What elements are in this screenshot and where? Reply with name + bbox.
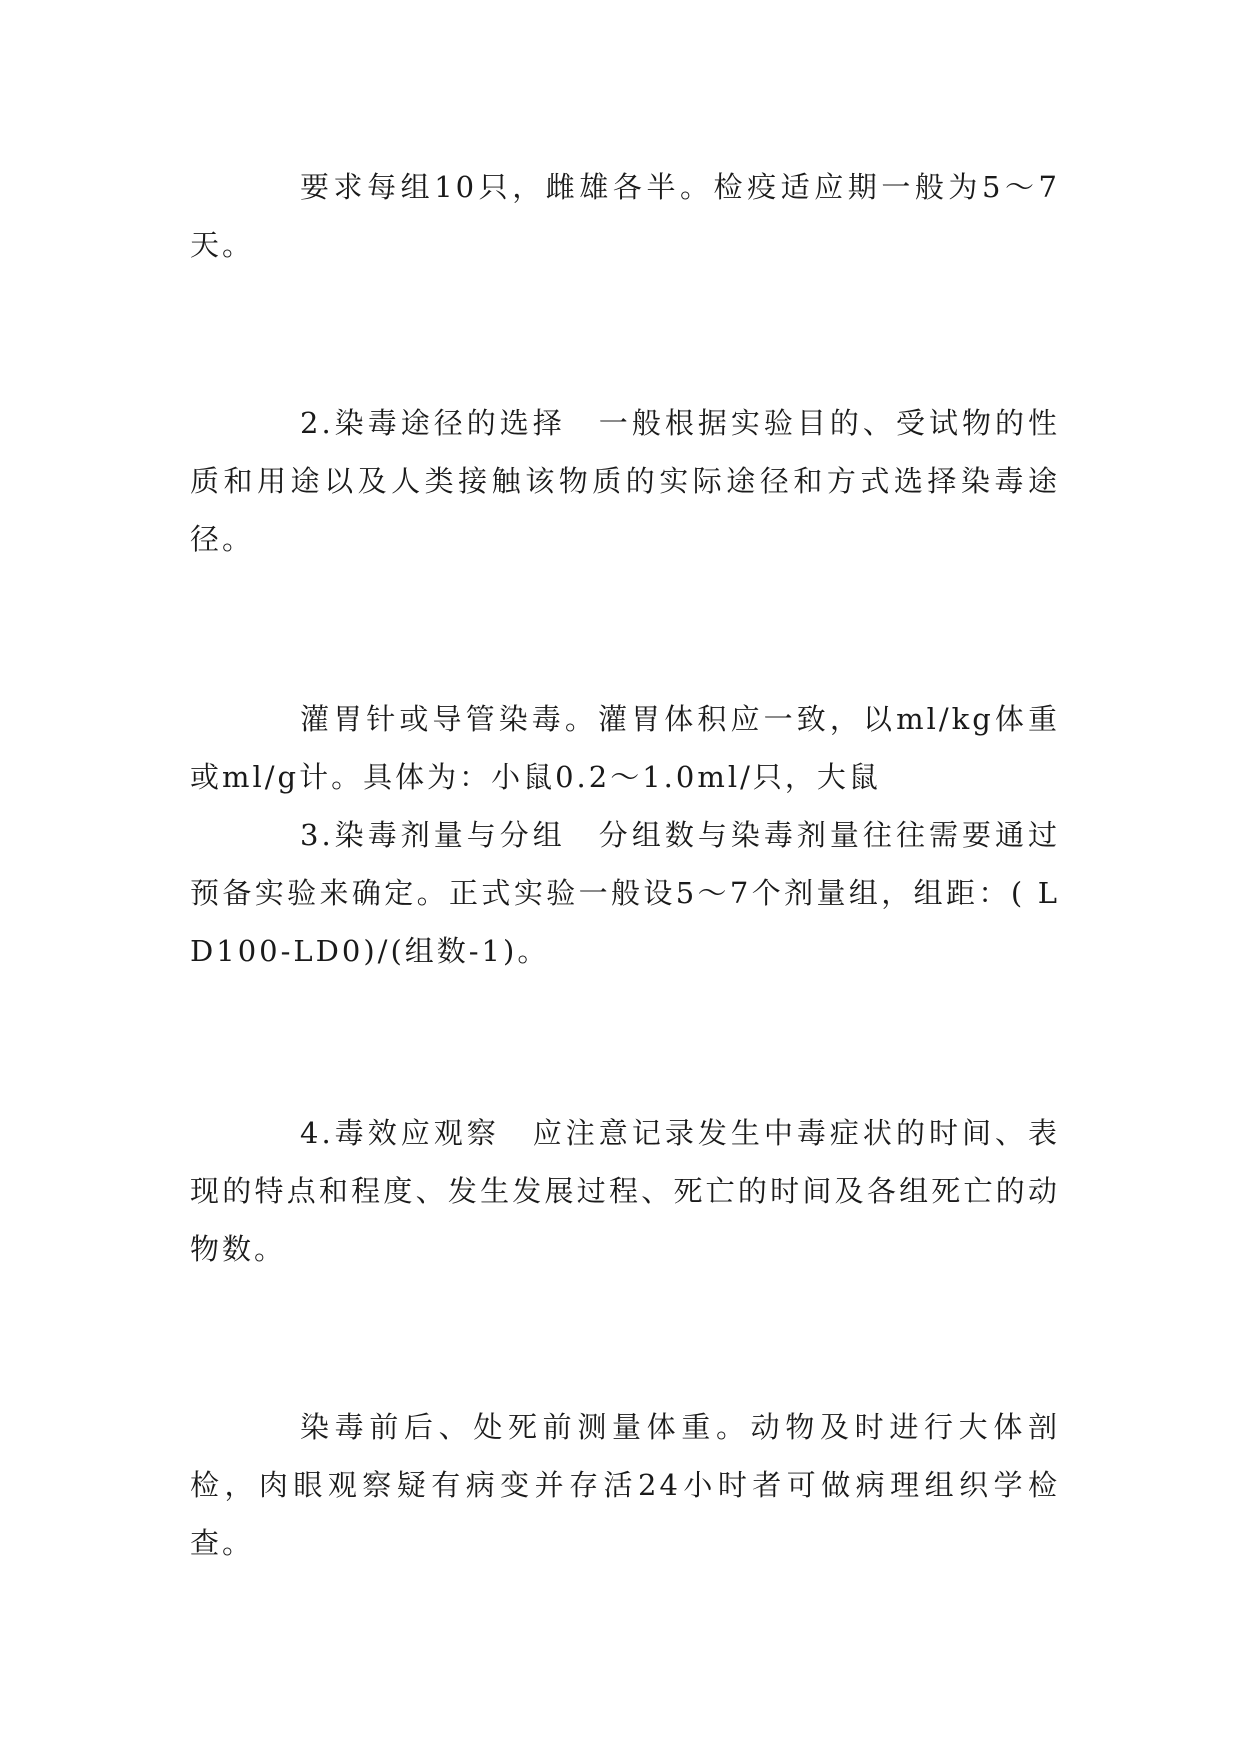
paragraph-dose-grouping: 3.染毒剂量与分组 分组数与染毒剂量往往需要通过预备实验来确定。正式实验一般设5～7个剂量组，组距：( LD100-LD0)/(组数-1)。 — [190, 818, 1060, 968]
paragraph-body-weight-autopsy: 染毒前后、处死前测量体重。动物及时进行大体剖检，肉眼观察疑有病变并存活24小时者可做病理组织学检查。 — [190, 1410, 1060, 1560]
paragraph-toxic-effect-observation: 4.毒效应观察 应注意记录发生中毒症状的时间、表现的特点和程度、发生发展过程、死亡的时间及各组死亡的动物数。 — [190, 1116, 1060, 1266]
paragraph-gavage: 灌胃针或导管染毒。灌胃体积应一致，以ml/kg体重或ml/g计。具体为：小鼠0.2～1.0ml/只，大鼠 — [190, 702, 1060, 794]
paragraph-exposure-route: 2.染毒途径的选择 一般根据实验目的、受试物的性质和用途以及人类接触该物质的实际途径和方式选择染毒途径。 — [190, 406, 1060, 556]
paragraph-animals-per-group: 要求每组10只，雌雄各半。检疫适应期一般为5～7天。 — [190, 170, 1060, 262]
